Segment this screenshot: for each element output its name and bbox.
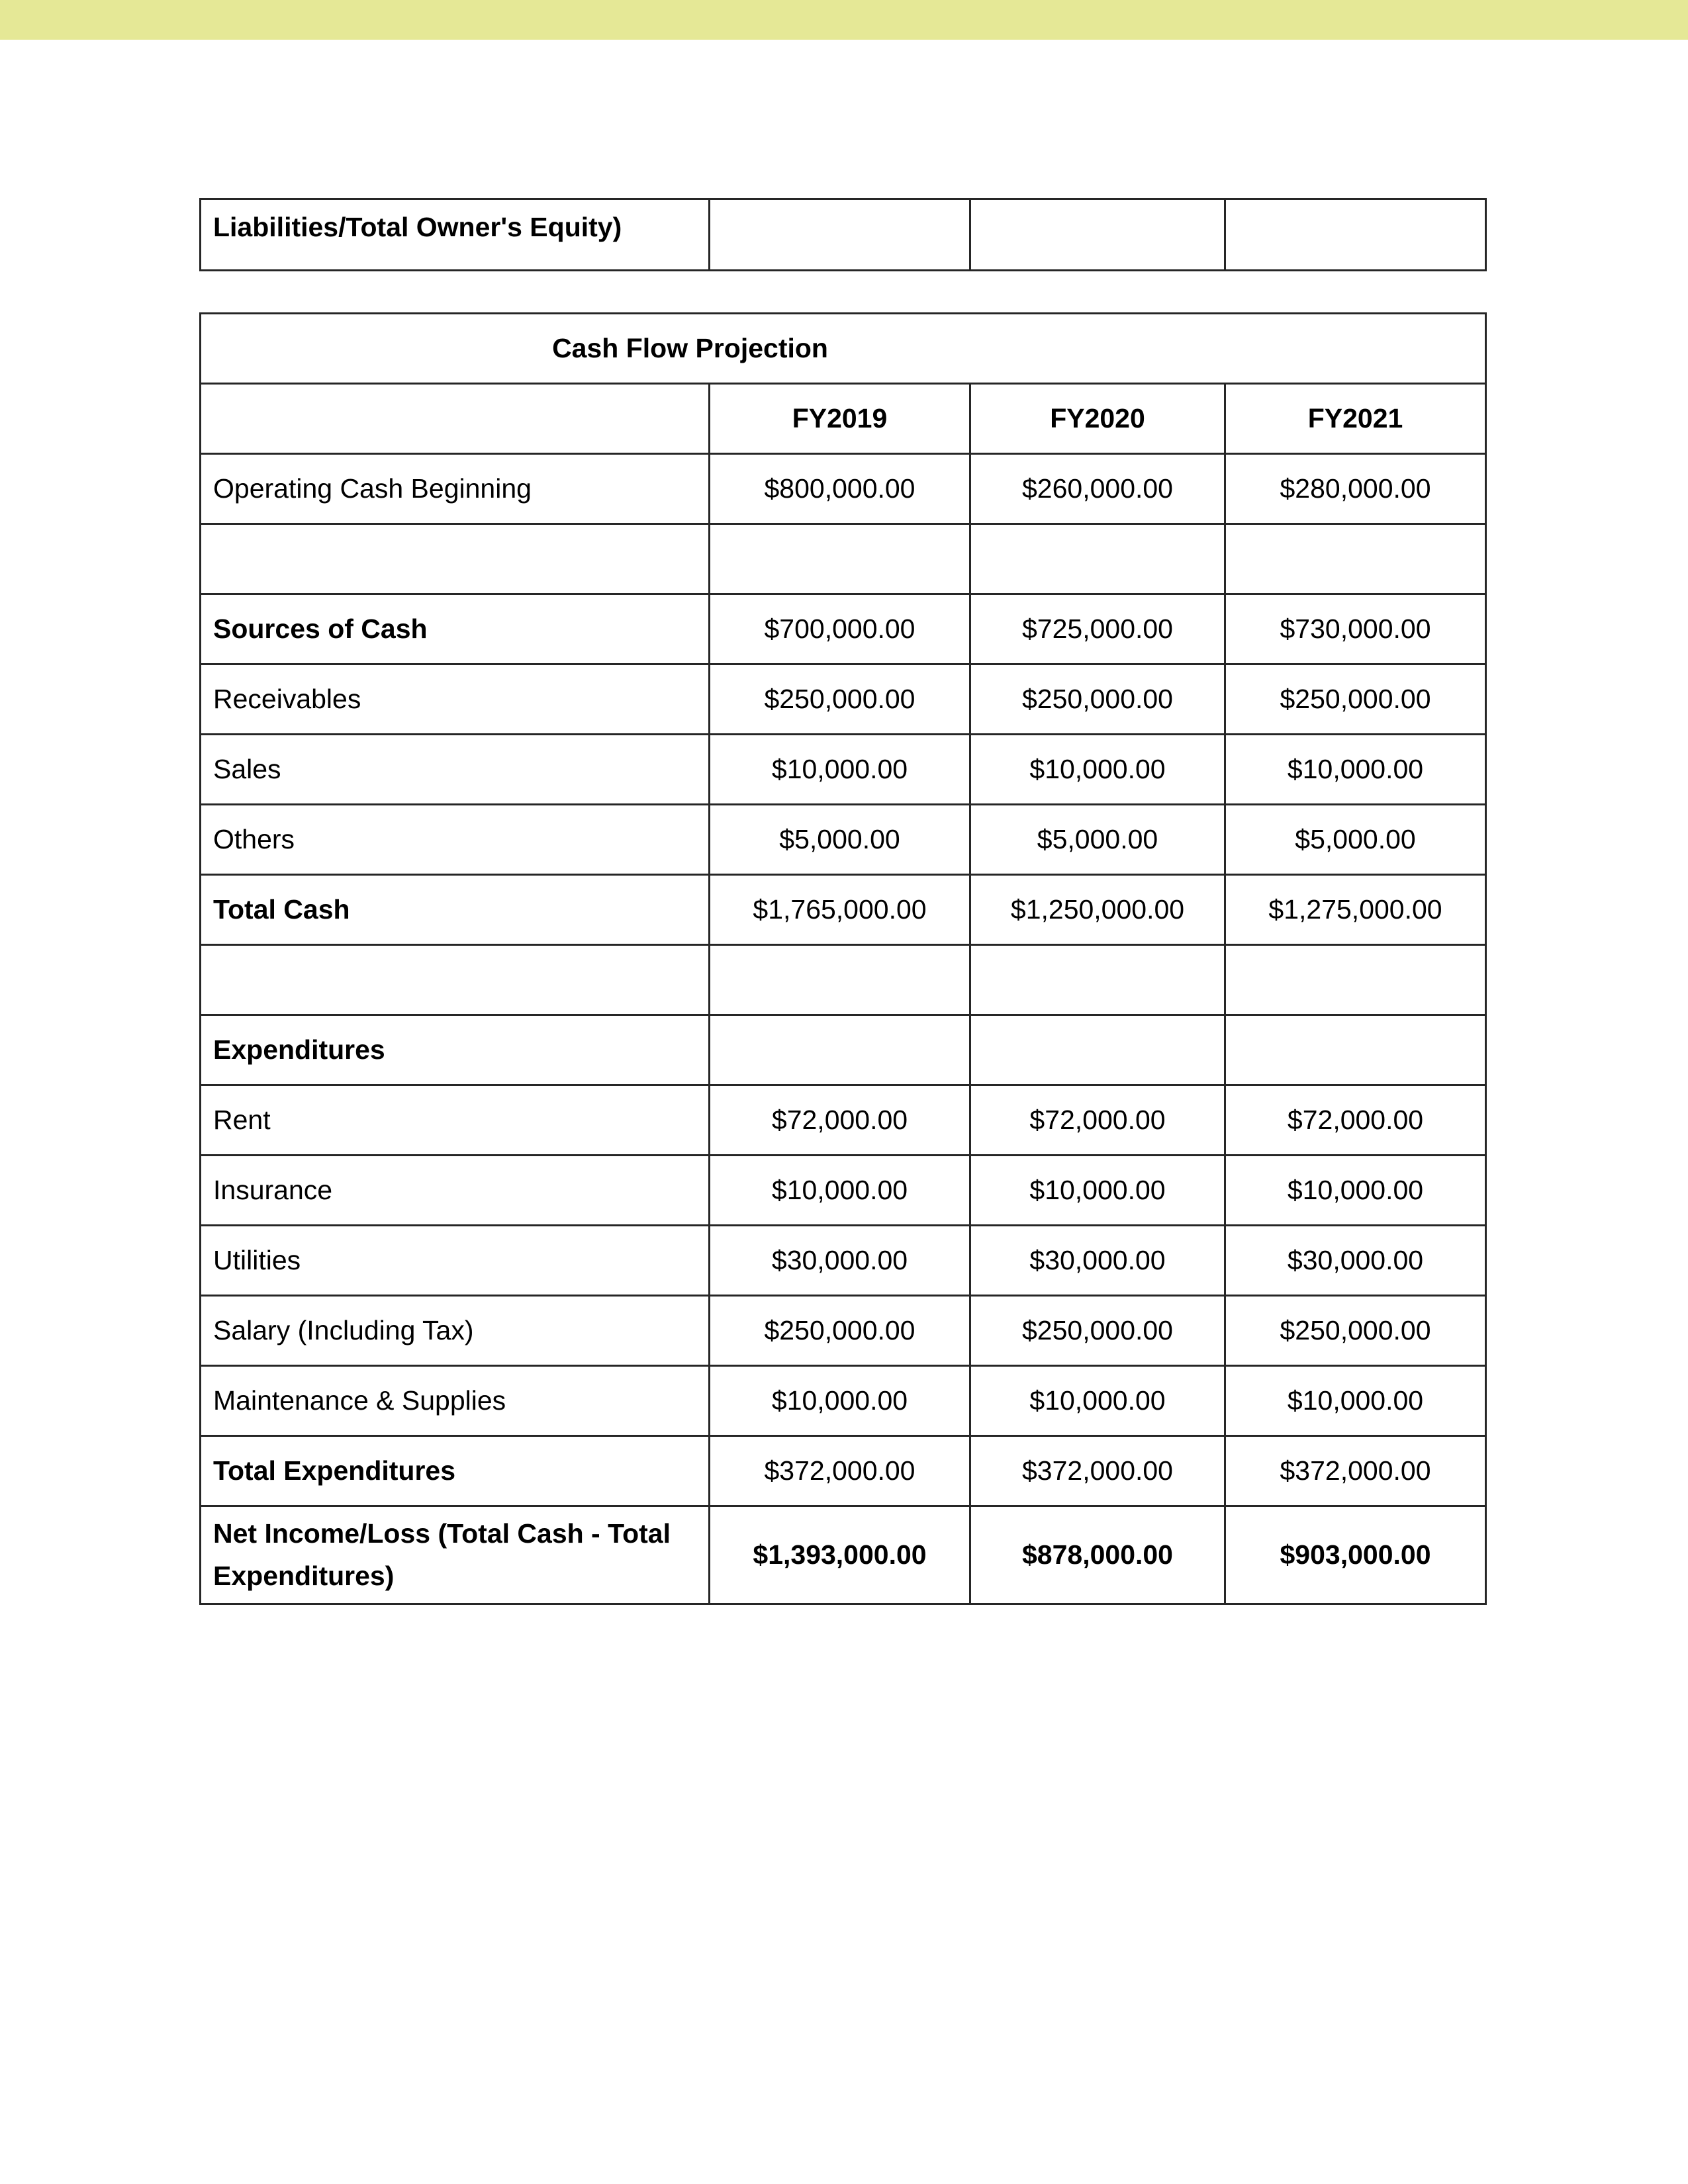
cell-value: $730,000.00 bbox=[1225, 594, 1486, 664]
row-label: Sources of Cash bbox=[201, 594, 710, 664]
row-label: Insurance bbox=[201, 1156, 710, 1226]
cell-value: $5,000.00 bbox=[1225, 805, 1486, 875]
empty-cell bbox=[201, 945, 710, 1015]
empty-cell bbox=[710, 945, 970, 1015]
table-row bbox=[201, 1085, 1486, 1156]
row-label: Total Cash bbox=[201, 875, 710, 945]
liabilities-table bbox=[199, 198, 1487, 271]
cell-value bbox=[710, 1015, 970, 1085]
top-color-band bbox=[0, 0, 1688, 40]
table-title-row bbox=[201, 314, 1486, 384]
cell-value: $10,000.00 bbox=[710, 735, 970, 805]
cell-value: $5,000.00 bbox=[970, 805, 1225, 875]
cell-value: $10,000.00 bbox=[1225, 1366, 1486, 1436]
spacer-row bbox=[201, 945, 1486, 1015]
empty-cell bbox=[201, 384, 710, 454]
cell-value: $372,000.00 bbox=[970, 1436, 1225, 1506]
table-header-row bbox=[201, 384, 1486, 454]
table-row bbox=[201, 1226, 1486, 1296]
row-label: Total Expenditures bbox=[201, 1436, 710, 1506]
cell-value: $1,275,000.00 bbox=[1225, 875, 1486, 945]
column-header-fy2020: FY2020 bbox=[970, 384, 1225, 454]
cell-value: $250,000.00 bbox=[970, 1296, 1225, 1366]
table-row-net-income bbox=[201, 1506, 1486, 1604]
empty-cell bbox=[710, 199, 970, 271]
cell-value: $280,000.00 bbox=[1225, 454, 1486, 524]
row-label: Operating Cash Beginning bbox=[201, 454, 710, 524]
row-label: Rent bbox=[201, 1085, 710, 1156]
table-row bbox=[201, 875, 1486, 945]
table-row bbox=[201, 735, 1486, 805]
table-row bbox=[201, 1015, 1486, 1085]
cell-value: $260,000.00 bbox=[970, 454, 1225, 524]
cell-value: $10,000.00 bbox=[970, 1156, 1225, 1226]
row-label: Maintenance & Supplies bbox=[201, 1366, 710, 1436]
cell-value: $30,000.00 bbox=[710, 1226, 970, 1296]
table-row bbox=[201, 1296, 1486, 1366]
table-row bbox=[201, 1156, 1486, 1226]
table-title: Cash Flow Projection bbox=[201, 314, 1486, 384]
cell-value: $250,000.00 bbox=[1225, 1296, 1486, 1366]
cell-value: $1,765,000.00 bbox=[710, 875, 970, 945]
cell-value: $10,000.00 bbox=[710, 1366, 970, 1436]
cell-value: $800,000.00 bbox=[710, 454, 970, 524]
table-row bbox=[201, 1436, 1486, 1506]
row-label: Receivables bbox=[201, 664, 710, 735]
cash-flow-table bbox=[199, 312, 1487, 1605]
cell-value bbox=[1225, 1015, 1486, 1085]
cell-value: $72,000.00 bbox=[1225, 1085, 1486, 1156]
cell-value: $30,000.00 bbox=[1225, 1226, 1486, 1296]
cell-value: $372,000.00 bbox=[1225, 1436, 1486, 1506]
empty-cell bbox=[970, 524, 1225, 594]
row-label: Salary (Including Tax) bbox=[201, 1296, 710, 1366]
cell-value: $30,000.00 bbox=[970, 1226, 1225, 1296]
row-label: Net Income/Loss (Total Cash - Total Expenditures) bbox=[201, 1506, 710, 1604]
cell-value: $700,000.00 bbox=[710, 594, 970, 664]
empty-cell bbox=[970, 199, 1225, 271]
table-row bbox=[201, 594, 1486, 664]
cell-value: $10,000.00 bbox=[1225, 735, 1486, 805]
spacer-row bbox=[201, 524, 1486, 594]
cell-value: $1,393,000.00 bbox=[710, 1506, 970, 1604]
cell-value: $250,000.00 bbox=[1225, 664, 1486, 735]
table-row bbox=[201, 1366, 1486, 1436]
row-label: Expenditures bbox=[201, 1015, 710, 1085]
cell-value: $1,250,000.00 bbox=[970, 875, 1225, 945]
cell-value: $10,000.00 bbox=[710, 1156, 970, 1226]
cell-value: $250,000.00 bbox=[710, 664, 970, 735]
row-label: Liabilities/Total Owner's Equity) bbox=[201, 199, 710, 271]
cell-value: $250,000.00 bbox=[710, 1296, 970, 1366]
cell-value: $250,000.00 bbox=[970, 664, 1225, 735]
table-row bbox=[201, 805, 1486, 875]
empty-cell bbox=[1225, 524, 1486, 594]
empty-cell bbox=[970, 945, 1225, 1015]
empty-cell bbox=[1225, 199, 1486, 271]
row-label: Sales bbox=[201, 735, 710, 805]
cell-value: $5,000.00 bbox=[710, 805, 970, 875]
empty-cell bbox=[1225, 945, 1486, 1015]
cell-value: $10,000.00 bbox=[970, 735, 1225, 805]
column-header-fy2019: FY2019 bbox=[710, 384, 970, 454]
table-row bbox=[201, 199, 1486, 271]
table-row bbox=[201, 664, 1486, 735]
cell-value: $10,000.00 bbox=[1225, 1156, 1486, 1226]
cell-value: $903,000.00 bbox=[1225, 1506, 1486, 1604]
cell-value: $725,000.00 bbox=[970, 594, 1225, 664]
cell-value: $72,000.00 bbox=[710, 1085, 970, 1156]
empty-cell bbox=[710, 524, 970, 594]
column-header-fy2021: FY2021 bbox=[1225, 384, 1486, 454]
cell-value: $372,000.00 bbox=[710, 1436, 970, 1506]
row-label: Others bbox=[201, 805, 710, 875]
cell-value: $72,000.00 bbox=[970, 1085, 1225, 1156]
empty-cell bbox=[201, 524, 710, 594]
row-label: Utilities bbox=[201, 1226, 710, 1296]
cell-value: $878,000.00 bbox=[970, 1506, 1225, 1604]
cell-value bbox=[970, 1015, 1225, 1085]
table-row bbox=[201, 454, 1486, 524]
cell-value: $10,000.00 bbox=[970, 1366, 1225, 1436]
